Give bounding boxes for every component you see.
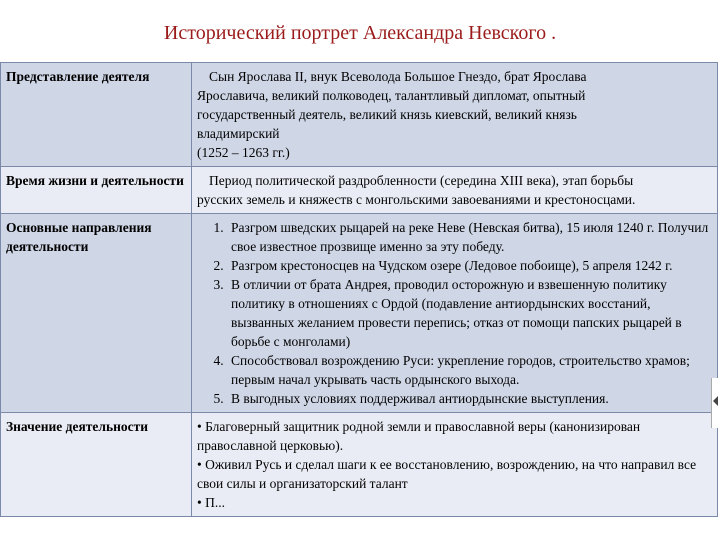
table-row bbox=[1, 63, 718, 167]
page-title: Исторический портрет Александра Невского . bbox=[163, 22, 557, 44]
row-content bbox=[192, 167, 718, 214]
list-item: 3. В отличии от брата Андрея, проводил осторожную и взвешенную политику политику в отношениях с Ордой (подавление антиордынских восстаний, вызванных желанием провести перепись; отказ от помощи папских рыцарей в борьбе с монголами) bbox=[227, 275, 712, 351]
row-content bbox=[192, 63, 718, 167]
list-item: 1. Разгром шведских рыцарей на реке Неве (Невская битва), 15 июля 1240 г. Получил свое известное прозвище именно за эту победу. bbox=[227, 218, 712, 256]
text-line: государственный деятель, великий князь киевский, великий князь bbox=[197, 107, 577, 122]
numbered-list bbox=[197, 218, 712, 408]
table-row bbox=[1, 214, 718, 413]
list-item: 4. Способствовал возрождению Руси: укрепление городов, строительство храмов; первым начал укрывать часть ордынского выхода. bbox=[227, 351, 712, 389]
list-item: 2. Разгром крестоносцев на Чудском озере (Ледовое побоище), 5 апреля 1242 г. bbox=[227, 256, 712, 275]
text-line: Сын Ярослава II, внук Всеволода Большое Гнездо, брат Ярослава bbox=[209, 69, 587, 84]
row-label: Значение деятельности bbox=[1, 413, 192, 517]
list-item: • Благоверный защитник родной земли и православной веры (канонизирован православной церковью). bbox=[197, 417, 712, 455]
list-item: • Оживил Русь и сделал шаги к ее восстановлению, возрождению, на что направил все свои силы и организаторский талант bbox=[197, 455, 712, 493]
text-line: русских земель и княжеств с монгольскими завоеваниями и крестоносцами. bbox=[197, 192, 636, 207]
portrait-table bbox=[0, 62, 718, 517]
row-content bbox=[192, 214, 718, 413]
table-row bbox=[1, 167, 718, 214]
bullet-list bbox=[197, 417, 712, 512]
text-line: Период политической раздробленности (середина XIII века), этап борьбы bbox=[209, 173, 634, 188]
side-scroll-handle[interactable] bbox=[711, 378, 720, 428]
text-line: владимирский bbox=[197, 126, 280, 141]
row-label: Основные направления деятельности bbox=[1, 214, 192, 413]
list-item: • П... bbox=[197, 493, 712, 512]
row-label: Представление деятеля bbox=[1, 63, 192, 167]
text-line: (1252 – 1263 гг.) bbox=[197, 145, 290, 160]
table-row bbox=[1, 413, 718, 517]
text-line: Ярославича, великий полководец, талантливый дипломат, опытный bbox=[197, 88, 586, 103]
row-content bbox=[192, 413, 718, 517]
row-label: Время жизни и деятельности bbox=[1, 167, 192, 214]
list-item: 5. В выгодных условиях поддерживал антиордынские выступления. bbox=[227, 389, 712, 408]
